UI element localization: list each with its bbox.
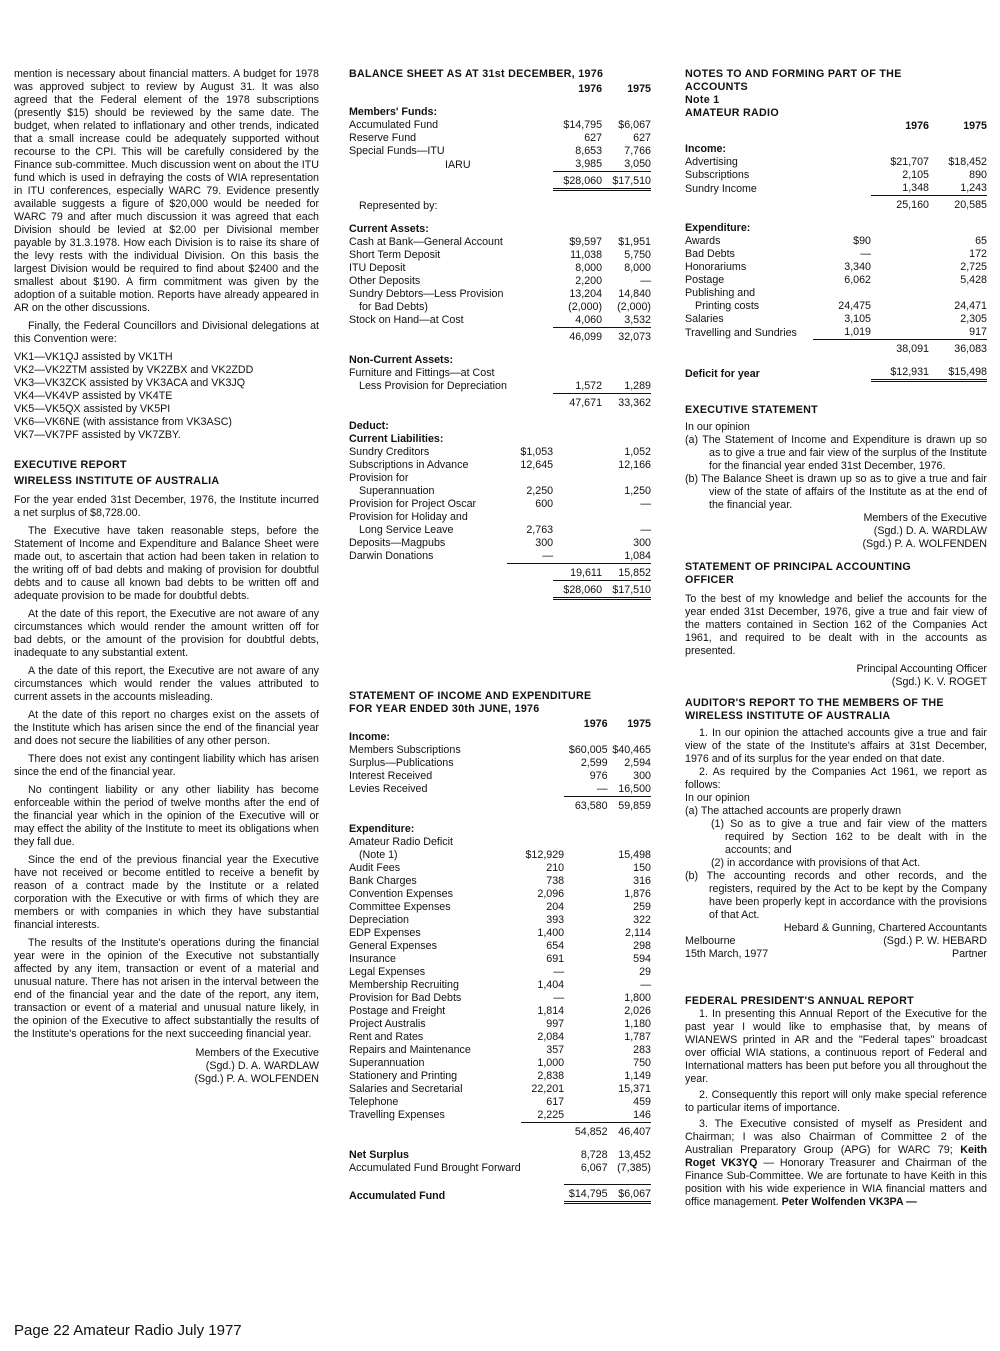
table-row: Furniture and Fittings—at Cost xyxy=(349,366,495,379)
table-row: Less Provision for Depreciation 1,572 1,289 xyxy=(359,379,651,392)
delegate-item: VK6—VK6NE (with assistance from VK3ASC) xyxy=(14,416,232,428)
auditor-firm: Hebard & Gunning, Chartered Accountants xyxy=(783,922,987,934)
table-row: Net Surplus 8,728 13,452 xyxy=(349,1148,651,1161)
report-paragraph: At the date of this report no charges exist on the assets of the Institute which has arisen since the end of the financial year and does not secure the liabilities of any other person. xyxy=(14,709,319,747)
table-row: for Bad Debts) (2,000) (2,000) xyxy=(359,300,651,313)
president-report-title: FEDERAL PRESIDENT'S ANNUAL REPORT xyxy=(685,995,914,1007)
year-header: 1975 xyxy=(963,120,987,132)
auditor-subitem: (1) So as to give a true and fair view of the matters required by Section 162 to be dealt with in the accounts; and xyxy=(711,818,987,856)
executive-statement-item: (a) The Statement of Income and Expenditure is drawn up so as to give a true and fair view of the surplus of the Institute for the financial year ended 31st December, 1976. xyxy=(685,434,987,472)
note-number: Note 1 xyxy=(685,94,720,106)
president-paragraph: 2. Consequently this report will only make special reference to particular items of importance. xyxy=(685,1089,987,1114)
income-statement-subtitle: FOR YEAR ENDED 30th JUNE, 1976 xyxy=(349,702,540,715)
section-label: Income: xyxy=(685,143,726,155)
table-row: Travelling Expenses 2,225 146 xyxy=(349,1108,651,1121)
executive-statement-item: (b) The Balance Sheet is drawn up so as to give a true and fair view of the state of affairs of the Institute as at the end of the financial year. xyxy=(685,473,987,511)
table-row: Accumulated Fund $14,795 $6,067 xyxy=(349,119,651,131)
table-row: Special Funds—ITU 8,653 7,766 xyxy=(349,145,651,157)
signature-block xyxy=(14,1047,319,1086)
table-row: General Expenses 654 298 xyxy=(349,939,651,952)
total-row: 19,611 15,852 xyxy=(349,563,651,580)
member-name: Peter Wolfenden VK3PA — xyxy=(781,1196,917,1208)
auditor-paragraph: 2. As required by the Companies Act 1961, we report as follows: xyxy=(685,766,987,791)
table-row: Salaries 3,105 2,305 xyxy=(685,313,987,325)
pao-title: STATEMENT OF PRINCIPAL ACCOUNTING xyxy=(685,561,912,573)
table-row: Telephone 617 459 xyxy=(349,1095,651,1108)
table-row: Project Australis 997 1,180 xyxy=(349,1017,651,1030)
section-label: Deduct: xyxy=(349,419,389,432)
note-subtitle: AMATEUR RADIO xyxy=(685,107,779,119)
report-paragraph: There does not exist any contingent liability which has arisen since the end of the financial year. xyxy=(14,753,319,778)
total-row: 25,160 20,585 xyxy=(685,196,987,213)
income-statement-table xyxy=(349,718,651,1205)
balance-sheet-table xyxy=(349,83,651,600)
table-row: Superannuation 1,000 750 xyxy=(349,1056,651,1069)
total-row: 47,671 33,362 xyxy=(349,393,651,410)
executive-report-subheading: WIRELESS INSTITUTE OF AUSTRALIA xyxy=(14,475,220,487)
pao-text: To the best of my knowledge and belief the accounts for the year ended 31st December, 1976, give a true and fair view of the matters contained in Section 162 of the Companies Act 1961, and required to be dealt with in the accounts as presented. xyxy=(685,593,987,657)
table-row: Rent and Rates 2,084 1,787 xyxy=(349,1030,651,1043)
delegate-list xyxy=(14,351,319,442)
auditor-signature-row xyxy=(685,935,987,948)
table-row: Advertising $21,707 $18,452 xyxy=(685,156,987,168)
member-name: Keith Roget VK3YQ xyxy=(685,1144,987,1169)
income-statement-title: STATEMENT OF INCOME AND EXPENDITURE xyxy=(349,689,592,702)
table-row: Provision for xyxy=(349,471,409,484)
table-row: Travelling and Sundries 1,019 917 xyxy=(685,326,987,339)
signature-line: Members of the Executive xyxy=(863,512,987,524)
table-row: IARU 3,985 3,050 xyxy=(445,158,651,171)
column-left xyxy=(14,68,319,1086)
auditor-date-row xyxy=(685,948,987,961)
table-row: Surplus—Publications 2,599 2,594 xyxy=(349,756,651,769)
table-row: Stationery and Printing 2,838 1,149 xyxy=(349,1069,651,1082)
signature-line: (Sgd.) P. A. WOLFENDEN xyxy=(194,1073,319,1085)
executive-report-heading: EXECUTIVE REPORT xyxy=(14,459,127,471)
table-row: Printing costs 24,475 24,471 xyxy=(695,300,987,312)
auditor-report-title: AUDITOR'S REPORT TO THE MEMBERS OF THE xyxy=(685,697,944,709)
table-row: Honorariums 3,340 2,725 xyxy=(685,261,987,273)
delegations-paragraph: Finally, the Federal Councillors and Divisional delegations at this Convention were: xyxy=(14,320,319,345)
table-row: Bank Charges 738 316 xyxy=(349,874,651,887)
table-row: Sundry Income 1,348 1,243 xyxy=(685,182,987,195)
section-label: Members' Funds: xyxy=(349,106,438,118)
total-row: Accumulated Fund $14,795 $6,067 xyxy=(349,1185,651,1203)
table-row: ITU Deposit 8,000 8,000 xyxy=(349,261,651,274)
delegate-item: VK4—VK4VP assisted by VK4TE xyxy=(14,390,173,402)
year-header: 1975 xyxy=(627,83,651,95)
table-row: Superannuation 2,250 1,250 xyxy=(359,484,651,497)
table-row: Membership Recruiting 1,404 — xyxy=(349,978,651,991)
delegate-item: VK3—VK3ZCK assisted by VK3ACA and VK3JQ xyxy=(14,377,246,389)
table-row: Darwin Donations — 1,084 xyxy=(349,549,651,562)
table-row: Postage and Freight 1,814 2,026 xyxy=(349,1004,651,1017)
auditor-subitem: (2) in accordance with provisions of that Act. xyxy=(711,857,921,869)
delegate-item: VK2—VK2ZTM assisted by VK2ZBX and VK2ZDD xyxy=(14,364,254,376)
table-row: EDP Expenses 1,400 2,114 xyxy=(349,926,651,939)
signature-block xyxy=(685,512,987,551)
total-row: 46,099 32,073 xyxy=(349,327,651,344)
signature-line: (Sgd.) D. A. WARDLAW xyxy=(873,525,987,537)
auditor-date: 15th March, 1977 xyxy=(685,948,769,960)
table-row: Repairs and Maintenance 357 283 xyxy=(349,1043,651,1056)
auditor-place: Melbourne xyxy=(685,935,736,947)
table-row: Levies Received — 16,500 xyxy=(349,782,651,795)
table-row: Sundry Creditors $1,053 1,052 xyxy=(349,445,651,458)
table-row: Postage 6,062 5,428 xyxy=(685,274,987,286)
notes-title-line2: ACCOUNTS xyxy=(685,81,748,93)
table-row: Depreciation 393 322 xyxy=(349,913,651,926)
section-label: Expenditure: xyxy=(349,822,415,835)
grand-total-row: $28,060 $17,510 xyxy=(349,580,651,598)
table-row: Committee Expenses 204 259 xyxy=(349,900,651,913)
auditor-paragraph: 1. In our opinion the attached accounts give a true and fair view of the state of the Institute's affairs at 31st December, 1976 and of its surplus for the year ended on that date. xyxy=(685,727,987,765)
signature-block xyxy=(685,663,987,689)
page-footer: Page 22 Amateur Radio July 1977 xyxy=(14,1322,242,1339)
table-row: Members Subscriptions $60,005 $40,465 xyxy=(349,743,651,756)
table-row: Reserve Fund 627 627 xyxy=(349,132,651,144)
column-right xyxy=(685,68,987,1209)
table-row: Long Service Leave 2,763 — xyxy=(359,523,651,536)
table-row: Legal Expenses — 29 xyxy=(349,965,651,978)
pao-title-line2: OFFICER xyxy=(685,574,735,586)
auditor-item: (a) The attached accounts are properly drawn xyxy=(685,805,902,817)
table-row: Subscriptions 2,105 890 xyxy=(685,169,987,181)
report-paragraph: Since the end of the previous financial year the Executive have not received or become entitled to receive a benefit by reason of a contract made by the Institute or a related corporation with the Executive or with firms of which they are members or with companies in which they have substantial financial interests. xyxy=(14,854,319,931)
section-label: Current Assets: xyxy=(349,222,429,235)
delegate-item: VK7—VK7PF assisted by VK7ZBY. xyxy=(14,429,181,441)
intro-paragraph: mention is necessary about financial matters. A budget for 1978 was approved subject to review by August 31. It was also agreed that the Federal element of the 1978 subscriptions (presently $15) should be reviewed by the same date. The budget, when related to inflationary and other trends, indicated that a small increase could be adequately supported without recourse to the CPI. This will be carefully considered by the Finance sub-committee. Much discussion went on about the ITU fund which is used in defraying the costs of WIA representation in ITU conferences, especially WARC 79. Evidence presently available suggests a figure of $20,000 would be needed for WARC 79 and after much discussion it was agreed that each Division should be levied at $2.00 per Divisional member payable by 31.3.1978. How each Division is to raise its share of the levy rests with the individual Division. On this basis the largest Division would be required to find about $2400 and the smallest about $190. A firm commitment was given by the adoption of a suitable motion. Reports have already appeared in AR on the other discussions. xyxy=(14,68,319,314)
report-paragraph: For the year ended 31st December, 1976, the Institute incurred a net surplus of $8,728.00. xyxy=(14,494,319,519)
report-paragraph: The Executive have taken reasonable steps, before the Statement of Income and Expenditure and Balance Sheet were made out, to ascertain that action had been taken in relation to the writing off of bad debts and making of provision for doubtful debts and to cause all known bad debts to be written off and adequate provision to be made for doubtful debts. xyxy=(14,525,319,602)
executive-statement-title: EXECUTIVE STATEMENT xyxy=(685,404,818,416)
table-row: Amateur Radio Deficit xyxy=(349,835,453,848)
auditor-report-title-line2: WIRELESS INSTITUTE OF AUSTRALIA xyxy=(685,710,891,722)
table-row: (Note 1) $12,929 15,498 xyxy=(359,848,651,861)
president-paragraph: 3. The Executive consisted of myself as President and Chairman; I was also Chairman of Committee 2 of the Australian Preparatory Group (APG) for WARC 79; Keith Roget VK3YQ — Honorary Treasurer and Chairman of the Finance Sub-Committee. We are fortunate to have Keith in this position with his wide experience in WIA financial matters and office management. Peter Wolfenden VK3PA — xyxy=(685,1118,987,1208)
section-label: Expenditure: xyxy=(685,222,751,234)
signature-line: Members of the Executive xyxy=(195,1047,319,1059)
auditor-item: (b) The accounting records and other records, and the registers, required by the Act to be kept by the Company have been properly kept in accordance with the provisions of that Act. xyxy=(685,870,987,921)
table-row: Sundry Debtors—Less Provision 13,204 14,840 xyxy=(349,287,651,300)
table-row: Provision for Project Oscar 600 — xyxy=(349,497,651,510)
section-label: Non-Current Assets: xyxy=(349,353,454,366)
total-row: 63,580 59,859 xyxy=(349,796,651,813)
signature-line: (Sgd.) K. V. ROGET xyxy=(891,676,987,688)
table-row: Other Deposits 2,200 — xyxy=(349,274,651,287)
section-label: Represented by: xyxy=(359,199,438,212)
column-middle xyxy=(349,68,651,1204)
report-paragraph: A the date of this report, the Executive are not aware of any circumstances which would render the values attributed to current assets in the accounts misleading. xyxy=(14,665,319,703)
signature-line: Principal Accounting Officer xyxy=(856,663,987,675)
signature-line: (Sgd.) D. A. WARDLAW xyxy=(205,1060,319,1072)
table-row: Awards $90 65 xyxy=(685,235,987,247)
notes-table xyxy=(685,120,987,382)
year-header: 1976 xyxy=(905,120,929,132)
table-row: Provision for Holiday and xyxy=(349,510,468,523)
year-header: 1976 xyxy=(583,717,608,730)
signature-line: (Sgd.) P. A. WOLFENDEN xyxy=(862,538,987,550)
table-row: Salaries and Secretarial 22,201 15,371 xyxy=(349,1082,651,1095)
table-row: Cash at Bank—General Account $9,597 $1,951 xyxy=(349,235,651,248)
report-paragraph: At the date of this report, the Executive are not aware of any circumstances which would render the amount written off for bad debts, or the amount of the provision for doubtful debts, inadequate to any substantial extent. xyxy=(14,608,319,659)
notes-title: NOTES TO AND FORMING PART OF THE xyxy=(685,68,902,80)
auditor-signer: (Sgd.) P. W. HEBARD xyxy=(883,935,987,947)
delegate-item: VK1—VK1QJ assisted by VK1TH xyxy=(14,351,173,363)
table-row: Publishing and xyxy=(685,287,756,299)
table-row: Short Term Deposit 11,038 5,750 xyxy=(349,248,651,261)
total-row: $28,060 $17,510 xyxy=(349,172,651,190)
table-row: Convention Expenses 2,096 1,876 xyxy=(349,887,651,900)
president-paragraph: 1. In presenting this Annual Report of the Executive for the past year I would like to emphasise that, by means of WIANEWS printed in AR and the "Federal tapes" broadcast over official WIA stations, a continuous report of Federal and International matters has been put before you all throughout the year. xyxy=(685,1008,987,1085)
table-row: Subscriptions in Advance 12,645 12,166 xyxy=(349,458,651,471)
table-row: Stock on Hand—at Cost 4,060 3,532 xyxy=(349,313,651,326)
balance-sheet-title: BALANCE SHEET AS AT 31st DECEMBER, 1976 xyxy=(349,68,604,80)
table-row: Audit Fees 210 150 xyxy=(349,861,651,874)
table-row: Bad Debts — 172 xyxy=(685,248,987,260)
year-header: 1976 xyxy=(578,83,603,95)
total-row: 38,091 36,083 xyxy=(685,340,987,357)
section-label: Income: xyxy=(349,730,390,743)
auditor-paragraph: In our opinion xyxy=(685,792,750,804)
section-label: Current Liabilities: xyxy=(349,432,444,445)
delegate-item: VK5—VK5QX assisted by VK5PI xyxy=(14,403,171,415)
auditor-role: Partner xyxy=(951,948,987,960)
table-row: Deposits—Magpubs 300 300 xyxy=(349,536,651,549)
total-row: 54,852 46,407 xyxy=(349,1122,651,1139)
deficit-row: Deficit for year $12,931 $15,498 xyxy=(685,366,987,380)
table-row: Provision for Bad Debts — 1,800 xyxy=(349,991,651,1004)
executive-statement-intro: In our opinion xyxy=(685,421,750,433)
year-header: 1975 xyxy=(627,717,651,730)
table-row: Insurance 691 594 xyxy=(349,952,651,965)
report-paragraph: No contingent liability or any other liability has become enforceable within the period of twelve months after the end of the financial year which in the opinion of the Executive will or may effect the ability of the Institute to meet its obligations when they fall due. xyxy=(14,784,319,848)
table-row: Accumulated Fund Brought Forward 6,067 (7,385) xyxy=(349,1161,651,1174)
table-row: Interest Received 976 300 xyxy=(349,769,651,782)
report-paragraph: The results of the Institute's operations during the financial year were in the opinion of the Executive not substantially affected by any item, transaction or event of a material and unusual nature. There has not arisen in the interval between the end of the financial year and the date of the report, any item, transaction or event of a material and unusual nature likely, in the opinion of the Executive to affect substantially the results of the Institute's operations for the next succeeding financial year. xyxy=(14,937,319,1040)
